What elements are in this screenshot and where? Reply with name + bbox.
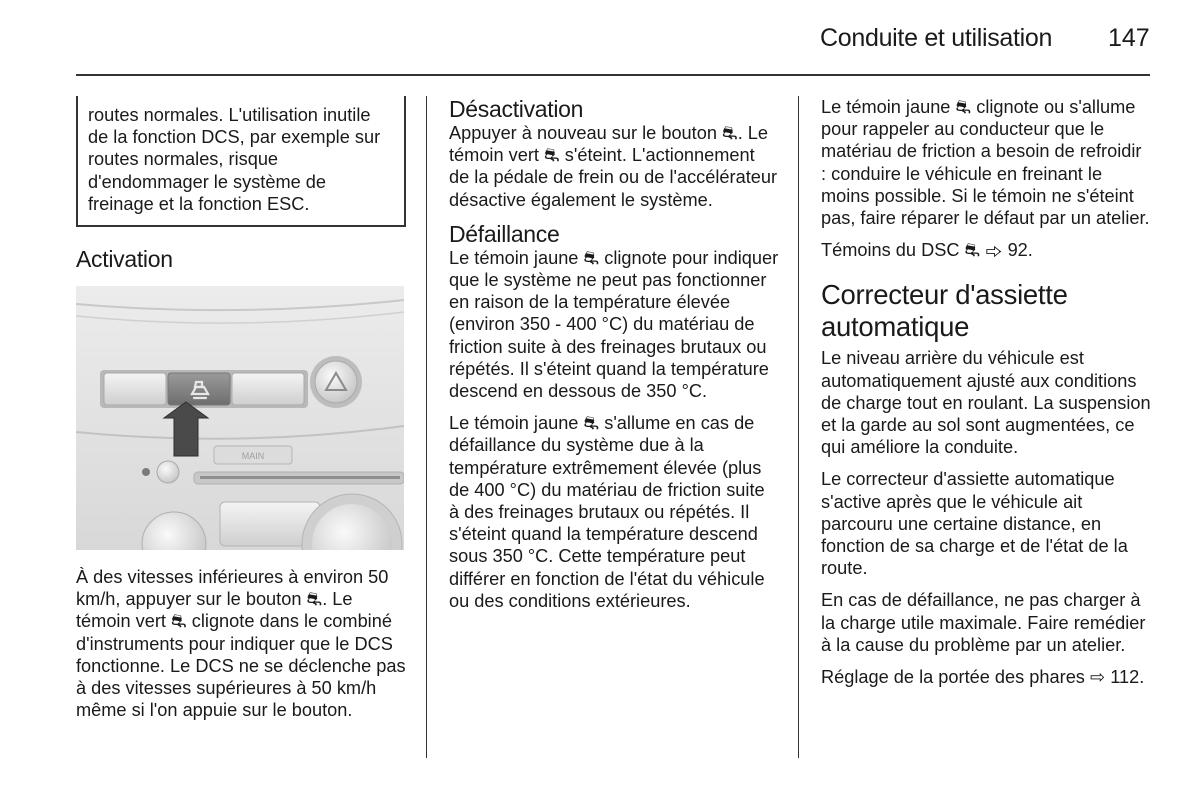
activation-paragraph: À des vitesses inférieures à environ 50 km/h, appuyer sur le bouton ⛐. Le témoin vert ⛐ clignote dans le combiné d'instruments pour indiquer que le DCS fonctionne. Le DCS ne se déclenche pas à des vitesses supérieures à 50 km/h même si l'on appuie sur le bouton. [76,567,406,721]
column-left [76,96,406,731]
deactivation-heading: Désactivation [449,96,584,122]
header-rule [76,74,1150,76]
dsc-crossref: Témoins du DSC ⛐ ⇨ 92. [821,240,1033,261]
level-control-paragraph-2: Le correcteur d'assiette automatique s'active après que le véhicule ait parcouru une certaine distance, en fonction de sa charge et de l'état de la route. [821,469,1128,579]
page-number: 147 [1108,24,1150,52]
failure-heading: Défaillance [449,220,560,247]
level-control-paragraph-1: Le niveau arrière du véhicule est automatiquement ajusté aux conditions de charge tout en roulant. La suspension et la garde au sol sont augmentées, ce qui améliore la conduite. [821,348,1151,458]
level-control-paragraph-3: En cas de défaillance, ne pas charger à la charge utile maximale. Faire remédier à la cause du problème par un atelier. [821,590,1146,655]
column-divider-2 [798,96,799,758]
column-right [821,96,1151,698]
column-divider-1 [426,96,427,758]
yellow-warning-paragraph: Le témoin jaune ⛐ clignote ou s'allume pour rappeler au conducteur que le matériau de friction a besoin de refroidir : conduire le véhicule en freinant le moins possible. Si le témoin ne s'éteint pas, faire réparer le défaut par un atelier. [821,97,1150,229]
failure-paragraph-2: Le témoin jaune ⛐ s'allume en cas de défaillance du système due à la température extrêmement élevée (plus de 400 °C) du matériau de friction suite à des freinages brutaux ou répétés. Il s'éteint quand la température descend sous 350 °C. Cette température peut différer en fonction de l'état du véhicule ou des conditions extérieures. [449,413,765,611]
column-middle [449,96,779,622]
running-header-title: Conduite et utilisation [820,24,1053,52]
caution-note-box [76,96,406,227]
main-button-label: MAIN [241,451,265,462]
caution-note-text: routes normales. L'utilisation inutile de la fonction DCS, par exemple sur routes normales, risque d'endommager le système de freinage et la fonction ESC. [88,105,381,214]
level-control-heading: Correcteur d'assiette automatique [821,279,1068,343]
activation-heading: Activation [76,246,173,273]
headlight-range-crossref: Réglage de la portée des phares ⇨ 112. [821,667,1145,688]
deactivation-paragraph: Appuyer à nouveau sur le bouton ⛐. Le témoin vert ⛐ s'éteint. L'actionnement de la pédale de frein ou de l'accélérateur désactive également le système. [449,123,778,210]
dcs-button-illustration [76,286,404,550]
failure-paragraph-1: Le témoin jaune ⛐ clignote pour indiquer que le système ne peut pas fonctionner en raison de la température élevée (environ 350 - 400 °C) du matériau de friction suite à des freinages brutaux ou répétés. Il s'éteint quand la température descend en dessous de 350 °C. [449,247,779,402]
